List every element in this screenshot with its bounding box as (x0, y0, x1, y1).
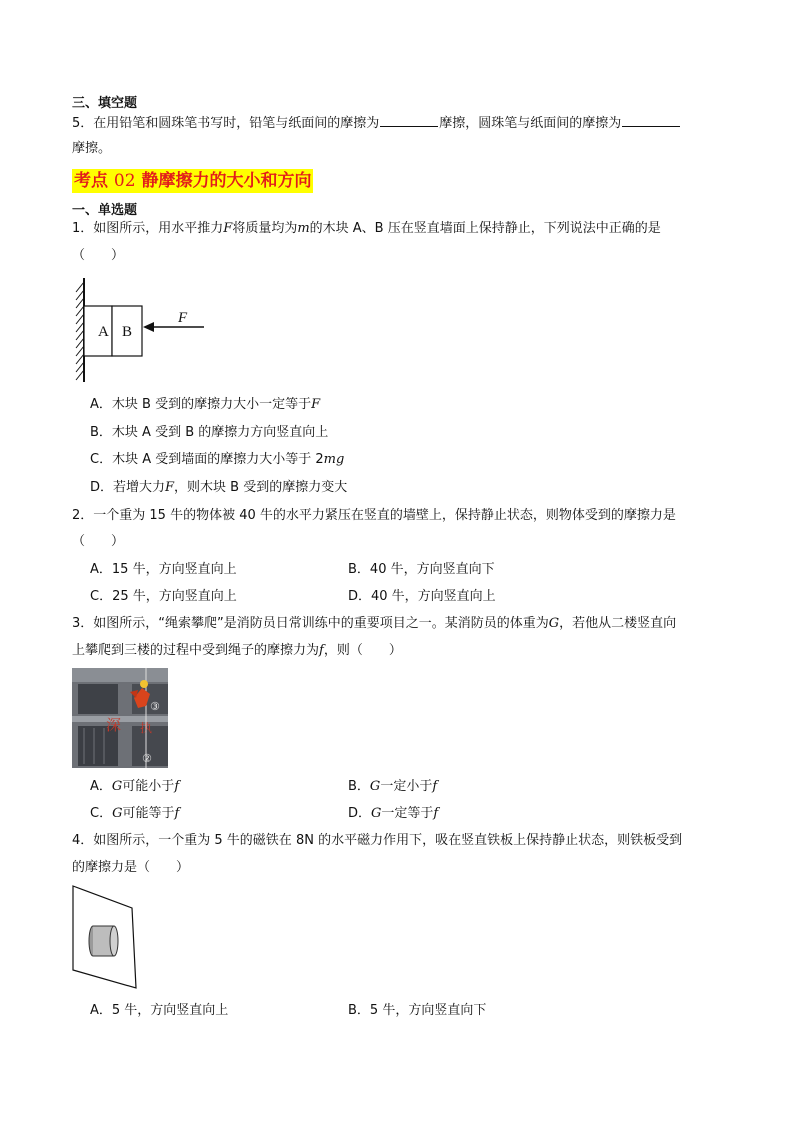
q3-option-b[interactable]: B．G一定小于f (348, 779, 438, 794)
label-b: B (122, 324, 133, 340)
svg-text:③: ③ (150, 700, 160, 713)
q3-option-d[interactable]: D．G一定等于f (348, 806, 439, 821)
q4-option-a[interactable]: A．5 牛，方向竖直向上 (90, 1003, 229, 1018)
question-3-stem: 3．如图所示，“绳索攀爬”是消防员日常训练中的重要项目之一。某消防员的体重为G，若他从二楼竖直向 (72, 616, 677, 631)
q1-figure-wall-blocks (68, 276, 218, 386)
q1-option-b[interactable]: B．木块 A 受到 B 的摩擦力方向竖直向上 (90, 425, 329, 440)
q2-option-b[interactable]: B．40 牛，方向竖直向下 (348, 562, 495, 577)
question-3-stem-2: 上攀爬到三楼的过程中受到绳子的摩擦力为f，则（ ） (72, 643, 402, 658)
magnet (110, 926, 118, 956)
topic-banner (72, 169, 313, 193)
question-2-stem: 2．一个重为 15 牛的物体被 40 牛的水平力紧压在竖直的墙壁上，保持静止状态，则物体受到的摩擦力是 (72, 508, 676, 523)
section-heading-fill-blank: 三、填空题 (72, 96, 138, 111)
label-f: F (178, 310, 188, 326)
q2-option-d[interactable]: D．40 牛，方向竖直向上 (348, 589, 496, 604)
question-1-stem (72, 220, 661, 238)
force-arrow-head (143, 322, 154, 332)
label-a: A (98, 324, 109, 340)
q1-option-c[interactable]: C．木块 A 受到墙面的摩擦力大小等于 2mg (90, 452, 345, 467)
svg-text:执: 执 (140, 721, 153, 735)
section-heading-single-choice: 一、单选题 (72, 203, 138, 218)
q3-option-c[interactable]: C．G可能等于f (90, 806, 180, 821)
svg-text:②: ② (142, 752, 152, 765)
q1-stem-a: 1．如图所示，用水平推力 (72, 221, 224, 236)
q1-var-m: m (297, 221, 310, 236)
q5-text-2: 摩擦，圆珠笔与纸面间的摩擦为 (439, 116, 622, 131)
question-4-stem: 4．如图所示，一个重为 5 牛的磁铁在 8N 的水平磁力作用下，吸在竖直铁板上保持静止状态，则铁板受到 (72, 833, 683, 848)
q1-option-d[interactable]: D．若增大力F，则木块 B 受到的摩擦力变大 (90, 480, 348, 495)
q3-firefighter-photo (72, 668, 168, 768)
q2-option-a[interactable]: A．15 牛，方向竖直向上 (90, 562, 237, 577)
q1-paren: （ ） (72, 248, 125, 263)
topic-title: 静摩擦力的大小和方向 (141, 171, 312, 191)
q5-blank-2[interactable] (622, 114, 680, 127)
question-4-stem-2: 的摩擦力是（ ） (72, 860, 190, 875)
q1-option-a[interactable]: A．木块 B 受到的摩擦力大小一定等于F (90, 397, 321, 412)
q2-paren: （ ） (72, 534, 125, 549)
topic-number: 02 (113, 171, 136, 191)
q1-var-f: F (223, 221, 233, 236)
q1-stem-b: 将质量均为 (232, 221, 298, 236)
q4-figure-magnet-plate (70, 884, 142, 992)
topic-prefix: 考点 (74, 171, 108, 191)
q3-option-a[interactable]: A．G可能小于f (90, 779, 180, 794)
q5-text-3: 摩擦。 (72, 141, 112, 156)
q5-blank-1[interactable] (380, 114, 438, 127)
svg-text:深: 深 (106, 716, 122, 734)
q2-option-c[interactable]: C．25 牛，方向竖直向上 (90, 589, 237, 604)
q5-text-1: 5．在用铅笔和圆珠笔书写时，铅笔与纸面间的摩擦为 (72, 116, 380, 131)
q1-stem-c: 的木块 A、B 压在竖直墙面上保持静止，下列说法中正确的是 (309, 221, 661, 236)
q4-option-b[interactable]: B．5 牛，方向竖直向下 (348, 1003, 487, 1018)
question-5 (72, 114, 681, 133)
